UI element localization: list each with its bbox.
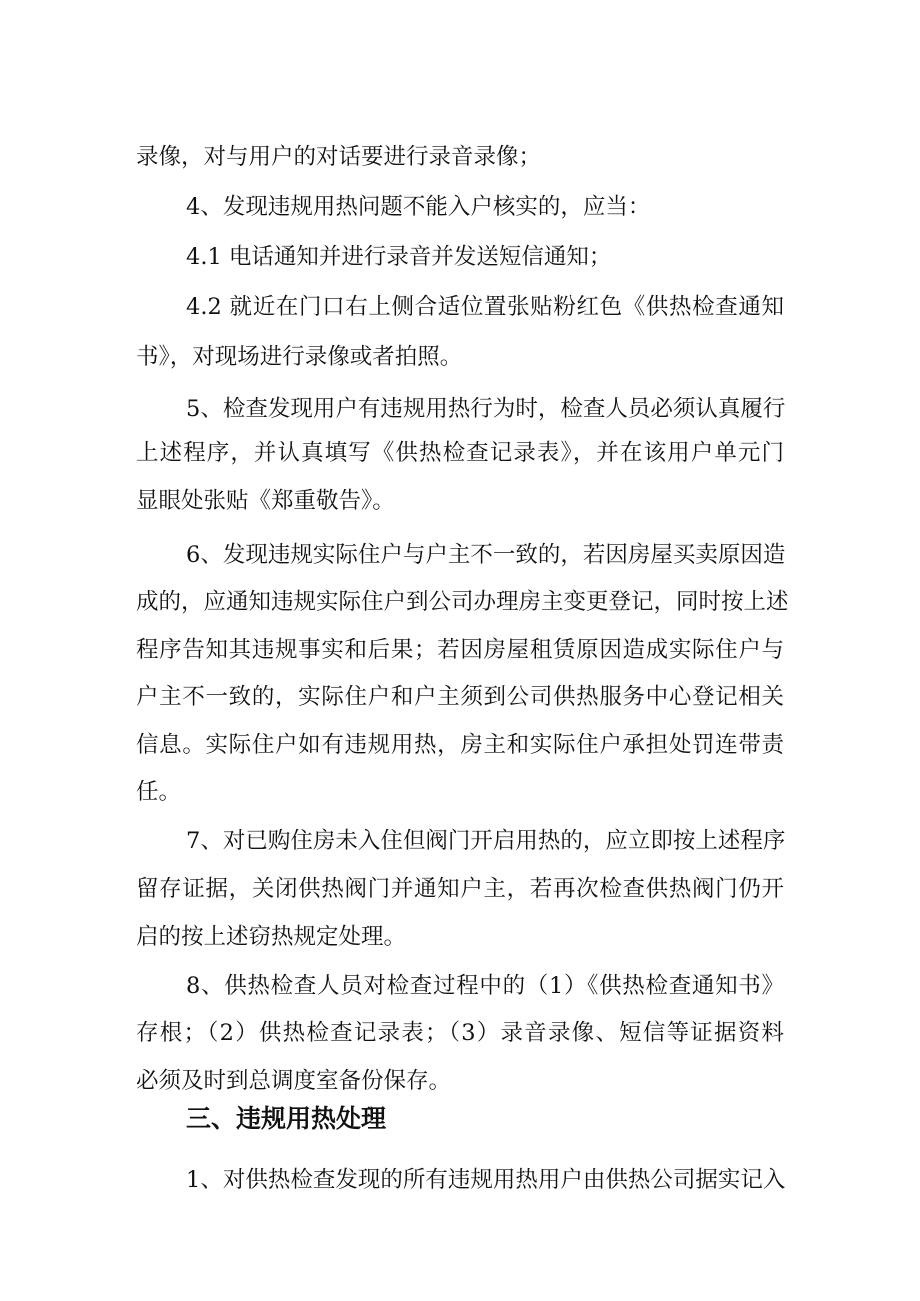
paragraph-line: 1、对供热检查发现的所有违规用热用户由供热公司据实记入 <box>186 1167 786 1193</box>
paragraph-line: 程序告知其违规事实和后果；若因房屋租赁原因造成实际住户与 <box>136 637 784 663</box>
paragraph-line: 任。 <box>136 779 182 805</box>
paragraph-line: 启的按上述窃热规定处理。 <box>136 924 407 950</box>
paragraph-line: 书》，对现场进行录像或者拍照。 <box>136 344 463 370</box>
section-heading: 三、违规用热处理 <box>186 1104 387 1133</box>
paragraph-line: 8、供热检查人员对检查过程中的（1）《供热检查通知书》 <box>186 973 784 999</box>
paragraph-line: 成的，应通知违规实际住户到公司办理房主变更登记，同时按上述 <box>136 589 789 615</box>
paragraph-line: 4.2 就近在门口右上侧合适位置张贴粉红色《供热检查通知 <box>186 294 784 320</box>
paragraph-line: 4、发现违规用热问题不能入户核实的，应当： <box>186 194 651 220</box>
paragraph-line: 6、发现违规实际住户与户主不一致的，若因房屋买卖原因造 <box>186 542 786 568</box>
paragraph-line: 必须及时到总调度室备份保存。 <box>136 1068 452 1094</box>
paragraph-line: 信息。实际住户如有违规用热，房主和实际住户承担处罚连带责 <box>136 732 784 758</box>
paragraph-line: 显眼处张贴《郑重敬告》。 <box>136 488 395 514</box>
paragraph-line: 户主不一致的，实际住户和户主须到公司供热服务中心登记相关 <box>136 684 784 710</box>
paragraph-line: 7、对已购住房未入住但阀门开启用热的，应立即按上述程序 <box>186 828 786 854</box>
paragraph-line: 上述程序，并认真填写《供热检查记录表》，并在该用户单元门 <box>136 440 784 466</box>
paragraph-line: 存根；（2）供热检查记录表；（3）录音录像、短信等证据资料 <box>136 1020 784 1046</box>
paragraph-line: 4.1 电话通知并进行录音并发送短信通知； <box>186 244 612 270</box>
paragraph-line: 留存证据，关闭供热阀门并通知户主，若再次检查供热阀门仍开 <box>136 876 784 902</box>
paragraph-line: 录像，对与用户的对话要进行录音录像； <box>136 144 542 170</box>
paragraph-line: 5、检查发现用户有违规用热行为时，检查人员必须认真履行 <box>186 396 786 422</box>
